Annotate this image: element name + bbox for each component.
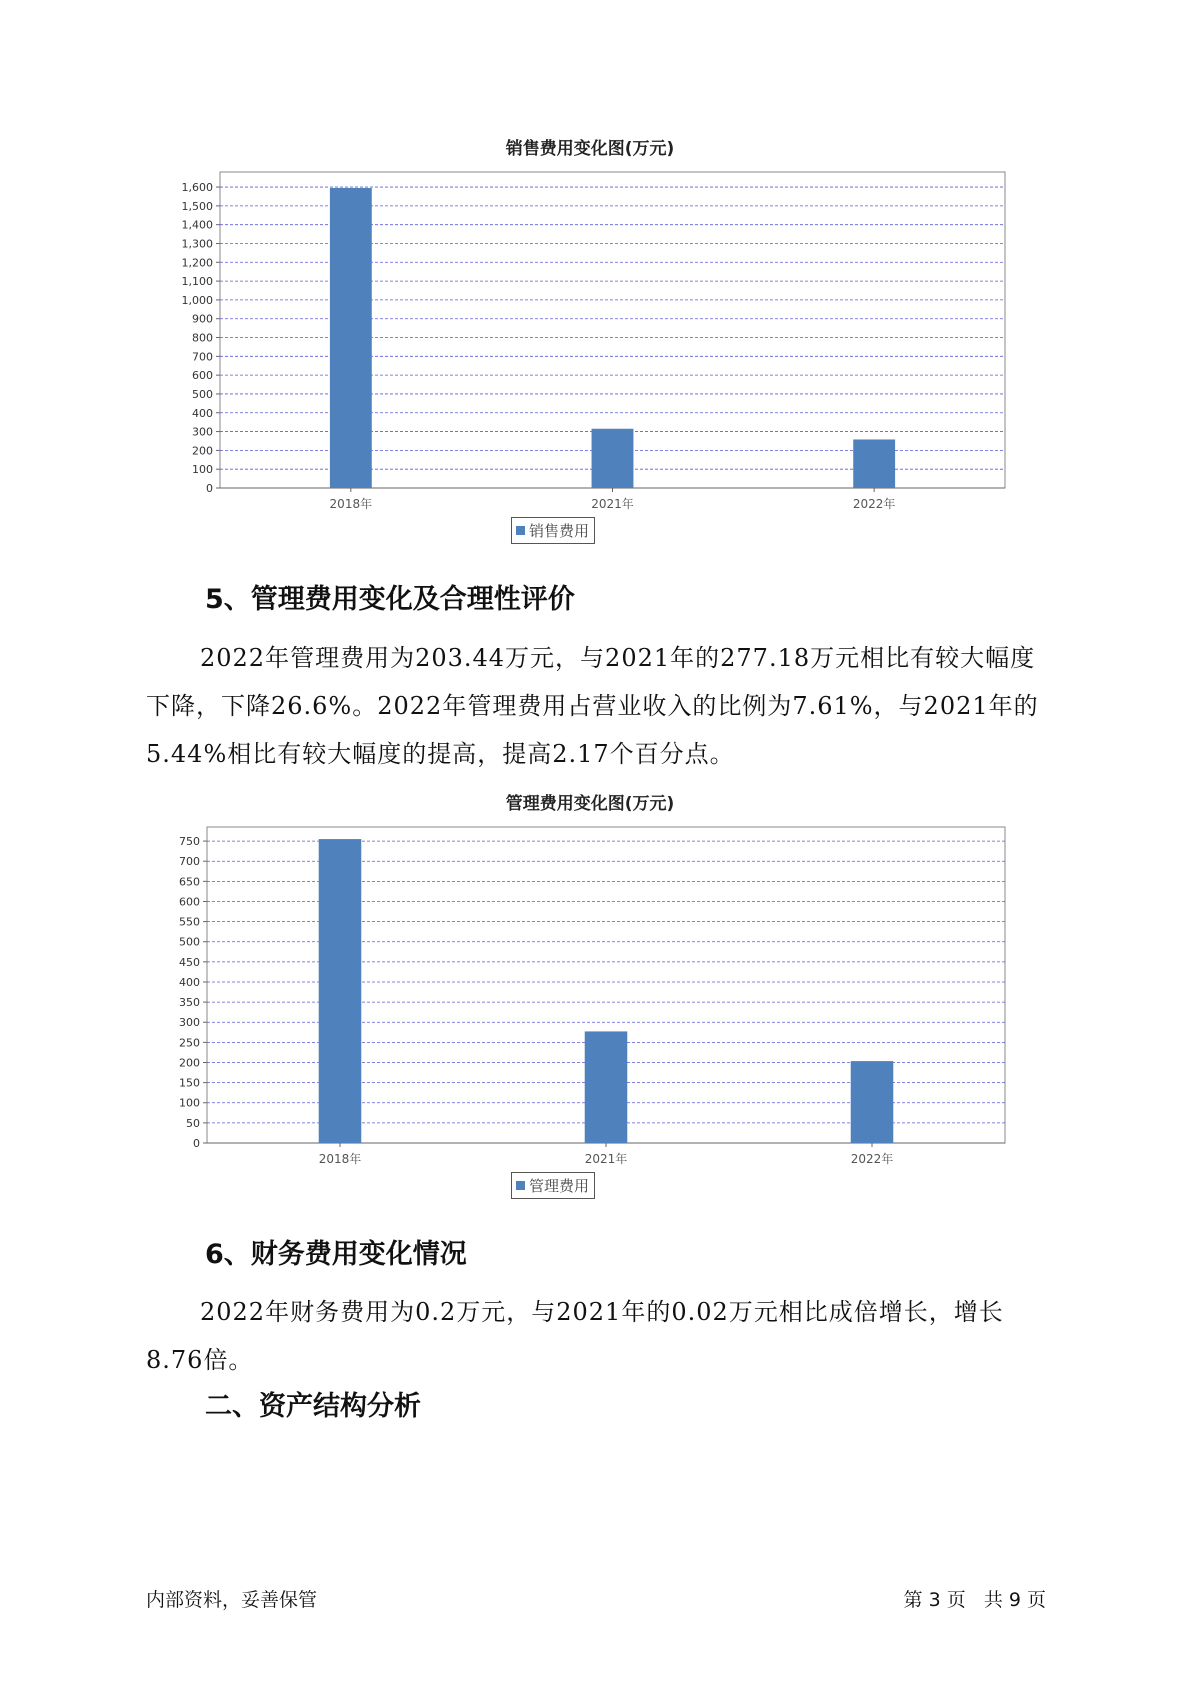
y-tick-label: 100 [179, 1096, 200, 1110]
bar [319, 839, 362, 1143]
legend-label: 管理费用 [529, 1177, 590, 1195]
y-tick-label: 1,000 [181, 293, 213, 307]
y-tick-label: 700 [179, 855, 200, 869]
chart-title: 销售费用变化图(万元) [505, 139, 675, 159]
chart-legend [511, 517, 595, 544]
y-tick-label: 900 [192, 312, 213, 326]
legend-swatch [516, 1181, 525, 1190]
y-tick-label: 0 [193, 1137, 200, 1150]
section-5-paragraph: 2022年管理费用为203.44万元，与2021年的277.18万元相比有较大幅度下降，下降26.6%。2022年管理费用占营业收入的比例为7.61%，与2021年的5.44%相比有较大幅度的提高，提高2.17个百分点。 [146, 644, 1039, 768]
bar [851, 1061, 894, 1143]
chart-plot [150, 785, 1030, 1185]
y-tick-label: 700 [192, 350, 213, 364]
y-tick-label: 350 [179, 996, 200, 1010]
footer-confidential-note: 内部资料，妥善保管 [146, 1589, 318, 1611]
y-tick-label: 600 [192, 369, 213, 383]
y-tick-label: 150 [179, 1076, 200, 1090]
y-tick-label: 250 [179, 1036, 200, 1050]
footer-page-number: 第 3 页 共 9 页 [903, 1589, 1046, 1611]
y-tick-label: 1,500 [181, 199, 213, 213]
x-tick-label: 2022年 [852, 497, 896, 511]
y-tick-label: 400 [179, 975, 200, 989]
y-tick-label: 600 [179, 895, 200, 909]
part-2-heading: 二、资产结构分析 [205, 1391, 421, 1422]
x-tick-label: 2018年 [329, 497, 373, 511]
y-tick-label: 550 [179, 915, 200, 929]
bar [330, 188, 372, 488]
sales-expense-chart [150, 130, 1030, 550]
x-tick-label: 2021年 [591, 497, 634, 511]
bar [585, 1031, 628, 1143]
y-tick-label: 500 [179, 935, 200, 949]
y-tick-label: 0 [206, 482, 213, 495]
y-tick-label: 300 [192, 425, 213, 439]
y-tick-label: 1,100 [181, 275, 213, 289]
section-5-heading: 5、管理费用变化及合理性评价 [205, 584, 575, 615]
y-tick-label: 1,300 [181, 237, 213, 251]
admin-expense-chart [150, 785, 1030, 1205]
x-tick-label: 2021年 [584, 1152, 628, 1166]
y-tick-label: 100 [192, 463, 213, 477]
y-tick-label: 450 [179, 955, 200, 969]
y-tick-label: 200 [179, 1056, 200, 1070]
y-tick-label: 1,600 [181, 181, 213, 195]
y-tick-label: 50 [186, 1116, 200, 1130]
section-6-heading: 6、财务费用变化情况 [205, 1239, 467, 1270]
chart-legend [511, 1172, 595, 1199]
y-tick-label: 400 [192, 406, 213, 420]
legend-label: 销售费用 [529, 522, 590, 540]
y-tick-label: 650 [179, 875, 200, 889]
legend-swatch [516, 526, 525, 535]
x-tick-label: 2022年 [850, 1152, 894, 1166]
x-tick-label: 2018年 [318, 1152, 362, 1166]
y-tick-label: 500 [192, 387, 213, 401]
y-tick-label: 750 [179, 835, 200, 849]
y-tick-label: 800 [192, 331, 213, 345]
bar [853, 439, 895, 488]
bar [592, 429, 634, 488]
y-tick-label: 300 [179, 1016, 200, 1030]
chart-plot [150, 130, 1030, 530]
chart-title: 管理费用变化图(万元) [505, 794, 675, 814]
y-tick-label: 1,400 [181, 218, 213, 232]
y-tick-label: 1,200 [181, 256, 213, 270]
y-tick-label: 200 [192, 444, 213, 458]
section-6-paragraph: 2022年财务费用为0.2万元，与2021年的0.02万元相比成倍增长，增长8.76倍。 [146, 1298, 1004, 1374]
